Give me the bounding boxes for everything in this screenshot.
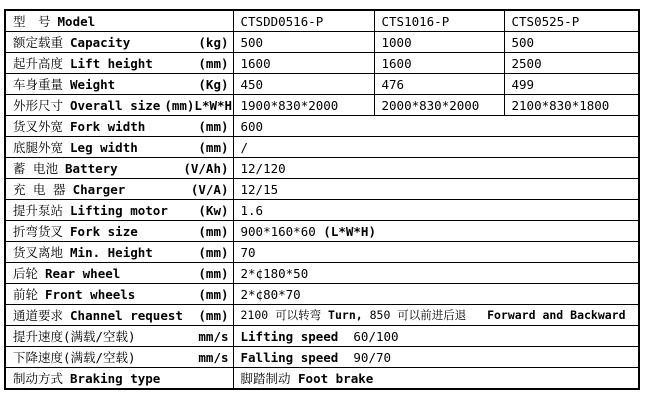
spec-value-cell: CTS1016-P [374, 10, 504, 32]
spec-value-cell [233, 326, 639, 347]
spec-value-text: 脚踏制动 [240, 371, 299, 386]
spec-label-en: Battery [65, 160, 118, 176]
spec-label-zh: 后轮 [13, 266, 39, 281]
spec-label-unit: (mm)L*W*H [164, 97, 233, 113]
spec-label-en: Fork size [70, 223, 138, 239]
spec-label-zh: 前轮 [13, 287, 39, 302]
spec-value-cell: 2500 [504, 53, 639, 74]
spec-label-unit: (mm) [198, 223, 229, 239]
spec-value-cell: 2*¢180*50 [233, 263, 639, 284]
spec-label-en: Braking type [70, 370, 161, 386]
spec-label-zh: 外形尺寸 [13, 98, 64, 113]
spec-value-cell: 1600 [233, 53, 374, 74]
spec-label-zh: 底腿外宽 [13, 140, 64, 155]
spec-value-cell: 500 [233, 32, 374, 53]
table-row-leg-width [5, 137, 639, 158]
table-row-fork-width [5, 116, 639, 137]
spec-label-unit: (Kg) [198, 76, 229, 92]
spec-label-cell [5, 347, 233, 368]
spec-value-cell: CTSDD0516-P [233, 10, 374, 32]
table-row-lifting-motor [5, 200, 639, 221]
spec-value-cell: 2100*830*1800 [504, 95, 639, 116]
spec-value-text: 90/70 [338, 349, 392, 365]
table-row-capacity [5, 32, 639, 53]
spec-label-cell [5, 326, 233, 347]
table-row-lift-height [5, 53, 639, 74]
spec-label-en: Rear wheel [45, 265, 121, 281]
spec-label-en: Lifting motor [70, 202, 168, 218]
spec-label-en: Fork width [70, 118, 146, 134]
spec-value-cell: 2000*830*2000 [374, 95, 504, 116]
spec-label-en: Min. Height [70, 244, 153, 260]
spec-value-cell: 500 [504, 32, 639, 53]
table-row-channel-request [5, 305, 639, 326]
table-row-rear-wheel [5, 263, 639, 284]
spec-label-zh: 货叉离地 [13, 245, 64, 260]
spec-value-cell: 12/15 [233, 179, 639, 200]
spec-value-bold-text: Forward and Backward [487, 308, 626, 322]
spec-label-unit: (mm) [198, 244, 229, 260]
spec-label-zh: 型 号 [13, 14, 51, 29]
spec-value-cell: 499 [504, 74, 639, 95]
spec-value-text: 850 可以前进后退 [362, 308, 488, 322]
spec-value-cell: CTS0525-P [504, 10, 639, 32]
spec-label-en: Lift height [70, 55, 153, 71]
spec-label-cell [5, 137, 233, 158]
spec-label-zh: 提升泵站 [13, 203, 64, 218]
spec-label-en: Overall size [70, 97, 161, 113]
spec-label-cell [5, 221, 233, 242]
spec-label-zh: 蓄 电池 [13, 161, 59, 176]
spec-value-cell: / [233, 137, 639, 158]
spec-label-en: Capacity [70, 34, 131, 50]
table-row-battery [5, 158, 639, 179]
spec-value-cell: 1600 [374, 53, 504, 74]
spec-label-cell [5, 53, 233, 74]
spec-label-cell [5, 179, 233, 200]
spec-value-cell: 600 [233, 116, 639, 137]
spec-label-unit: (V/Ah) [183, 160, 229, 176]
spec-value-cell: 450 [233, 74, 374, 95]
spec-label-unit: mm/s [198, 349, 229, 365]
spec-table [4, 9, 640, 390]
spec-value-cell: 2*¢80*70 [233, 284, 639, 305]
spec-label-unit: (mm) [198, 286, 229, 302]
spec-label-unit: (Kw) [198, 202, 229, 218]
spec-value-bold-text: Falling speed [240, 349, 339, 365]
spec-label-unit: (kg) [198, 34, 229, 50]
table-row-model [5, 10, 639, 32]
spec-value-cell [233, 368, 639, 390]
spec-label-en: Charger [72, 181, 126, 197]
spec-label-unit: (mm) [198, 265, 229, 281]
spec-label-zh: 制动方式 [13, 371, 64, 386]
spec-label-cell [5, 200, 233, 221]
table-row-fork-size [5, 221, 639, 242]
spec-label-en: Channel request [70, 307, 183, 323]
spec-label-zh: 车身重量 [13, 77, 64, 92]
table-row-charger [5, 179, 639, 200]
spec-value-bold-text: Foot brake [298, 371, 374, 386]
spec-label-unit: (mm) [198, 118, 229, 134]
spec-value-cell: 70 [233, 242, 639, 263]
spec-label-zh: 额定载重 [13, 35, 64, 50]
spec-value-bold-text: Lifting speed [240, 328, 339, 344]
spec-value-cell: 12/120 [233, 158, 639, 179]
spec-label-cell [5, 74, 233, 95]
spec-label-zh: 货叉外宽 [13, 119, 64, 134]
table-row-weight [5, 74, 639, 95]
spec-label-cell [5, 242, 233, 263]
spec-value-cell: 1000 [374, 32, 504, 53]
spec-label-zh: 充 电 器 [13, 182, 66, 197]
spec-value-bold-text: Turn, [328, 308, 363, 322]
spec-label-en: Weight [70, 76, 116, 92]
spec-value-text: 900*160*60 [240, 223, 324, 239]
spec-label-cell [5, 10, 233, 32]
spec-label-unit: (V/A) [190, 181, 229, 197]
spec-label-cell [5, 95, 233, 116]
spec-label-en: Leg width [70, 139, 138, 155]
spec-value-cell: 1900*830*2000 [233, 95, 374, 116]
spec-label-cell [5, 284, 233, 305]
spec-label-cell [5, 305, 233, 326]
spec-label-cell [5, 368, 233, 390]
spec-label-en: Front wheels [45, 286, 136, 302]
table-row-min-height [5, 242, 639, 263]
spec-label-zh: 通道要求 [13, 308, 64, 323]
table-row-falling-speed [5, 347, 639, 368]
spec-label-zh: 提升速度(满载/空载) [13, 329, 136, 344]
spec-value-cell: 1.6 [233, 200, 639, 221]
spec-value-cell [233, 347, 639, 368]
spec-label-cell [5, 158, 233, 179]
spec-value-cell [233, 305, 639, 326]
spec-label-zh: 折弯货叉 [13, 224, 64, 239]
spec-label-zh: 起升高度 [13, 56, 64, 71]
spec-label-cell [5, 32, 233, 53]
table-row-overall-size [5, 95, 639, 116]
spec-label-en: Model [57, 13, 96, 29]
spec-value-cell [233, 221, 639, 242]
spec-value-cell: 476 [374, 74, 504, 95]
table-row-braking-type [5, 368, 639, 390]
spec-value-text: 2100 可以转弯 [240, 308, 329, 322]
spec-value-text: 60/100 [338, 328, 399, 344]
table-row-front-wheels [5, 284, 639, 305]
spec-label-unit: (mm) [198, 307, 229, 323]
spec-label-unit: mm/s [198, 328, 229, 344]
spec-label-cell [5, 263, 233, 284]
spec-label-zh: 下降速度(满载/空载) [13, 350, 136, 365]
spec-label-unit: (mm) [198, 139, 229, 155]
spec-label-unit: (mm) [198, 55, 229, 71]
table-row-lifting-speed [5, 326, 639, 347]
spec-label-cell [5, 116, 233, 137]
spec-value-bold-text: (L*W*H) [323, 223, 376, 239]
